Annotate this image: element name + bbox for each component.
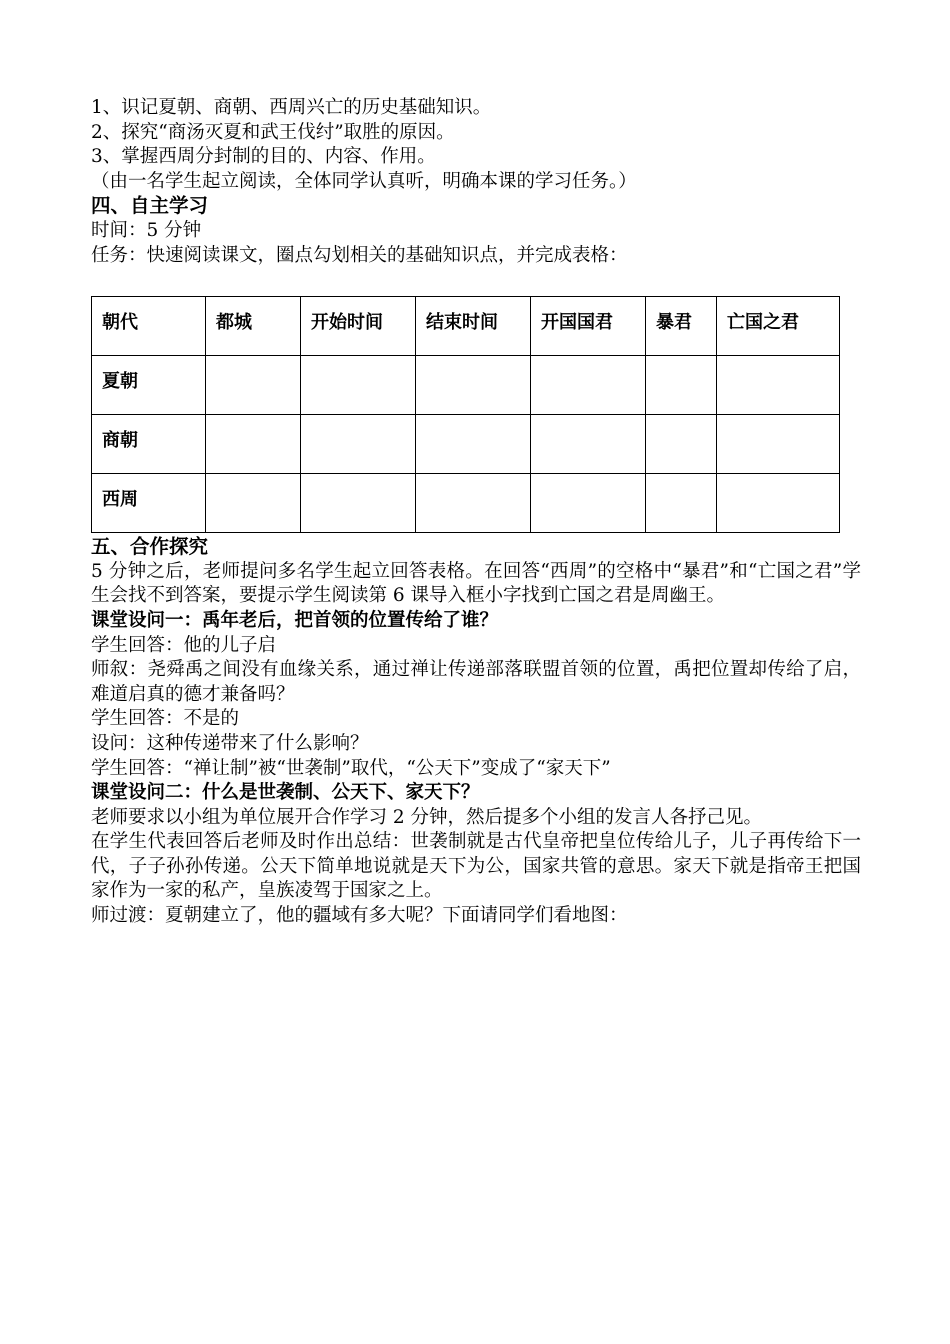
answer-3: 学生回答：“禅让制”被“世袭制”取代，“公天下”变成了“家天下” — [91, 757, 611, 779]
table-cell — [416, 356, 531, 415]
table-header-cell: 都城 — [206, 297, 301, 356]
table-row — [92, 356, 840, 415]
table-cell — [416, 474, 531, 533]
table-row — [92, 415, 840, 474]
table-cell — [531, 474, 646, 533]
table-cell — [646, 356, 717, 415]
table-cell: 商朝 — [92, 415, 206, 474]
section-5-heading: 五、合作探究 — [91, 535, 209, 559]
table-row — [92, 474, 840, 533]
table-cell: 夏朝 — [92, 356, 206, 415]
objective-3: 3、掌握西周分封制的目的、内容、作用。 — [91, 146, 436, 168]
table-cell — [717, 415, 840, 474]
section-4-task: 任务：快速阅读课文，圈点勾划相关的基础知识点，并完成表格： — [91, 244, 628, 266]
objective-1: 1、识记夏朝、商朝、西周兴亡的历史基础知识。 — [91, 97, 492, 118]
document-page — [91, 96, 861, 929]
objective-note: （由一名学生起立阅读，全体同学认真听，明确本课的学习任务。） — [91, 170, 637, 192]
table-header-cell: 开始时间 — [301, 297, 416, 356]
table-cell — [531, 356, 646, 415]
section-5-intro: 5 分钟之后，老师提问多名学生起立回答表格。在回答“西周”的空格中“暴君”和“亡国之君”学生会找不到答案，要提示学生阅读第 6 课导入框小字找到亡国之君是周幽王。 — [91, 560, 861, 607]
table-cell — [206, 415, 301, 474]
question-2: 课堂设问二：什么是世袭制、公天下、家天下？ — [91, 782, 480, 804]
dynasty-table — [91, 296, 840, 533]
table-cell — [646, 474, 717, 533]
table-cell — [531, 415, 646, 474]
table-cell — [206, 474, 301, 533]
table-cell — [416, 415, 531, 474]
table-header-cell: 亡国之君 — [717, 297, 840, 356]
table-cell — [301, 415, 416, 474]
table-header-cell: 朝代 — [92, 297, 206, 356]
table-header-cell: 结束时间 — [416, 297, 531, 356]
table-header-row — [92, 297, 840, 356]
teacher-narration: 师叙：尧舜禹之间没有血缘关系，通过禅让传递部落联盟首领的位置，禹把位置却传给了启，难道启真的德才兼备吗？ — [91, 659, 861, 705]
table-cell — [301, 474, 416, 533]
table-cell — [717, 356, 840, 415]
table-cell — [206, 356, 301, 415]
table-header-cell: 暴君 — [646, 297, 717, 356]
question-1: 课堂设问一：禹年老后，把首领的位置传给了谁？ — [91, 609, 499, 631]
teacher-summary: 在学生代表回答后老师及时作出总结：世袭制就是古代皇帝把皇位传给儿子，儿子再传给下一代，子子孙孙传递。公天下简单地说就是天下为公，国家共管的意思。家天下就是指帝王把国家作为一家的私产，皇族凌驾于国家之上。 — [91, 831, 861, 902]
table-cell — [301, 356, 416, 415]
objective-2: 2、探究“商汤灭夏和武王伐纣”取胜的原因。 — [91, 121, 455, 143]
group-instruction: 老师要求以小组为单位展开合作学习 2 分钟，然后提多个小组的发言人各抒己见。 — [91, 806, 763, 828]
table-cell — [646, 415, 717, 474]
question-follow-up: 设问：这种传递带来了什么影响？ — [91, 732, 369, 754]
table-cell — [717, 474, 840, 533]
table-cell: 西周 — [92, 474, 206, 533]
table-header-cell: 开国国君 — [531, 297, 646, 356]
answer-2: 学生回答：不是的 — [91, 708, 240, 730]
answer-1: 学生回答：他的儿子启 — [91, 634, 277, 656]
teacher-transition: 师过渡：夏朝建立了，他的疆域有多大呢？下面请同学们看地图： — [91, 905, 628, 927]
section-4-heading: 四、自主学习 — [91, 194, 209, 218]
section-4-time: 时间：5 分钟 — [91, 219, 202, 241]
